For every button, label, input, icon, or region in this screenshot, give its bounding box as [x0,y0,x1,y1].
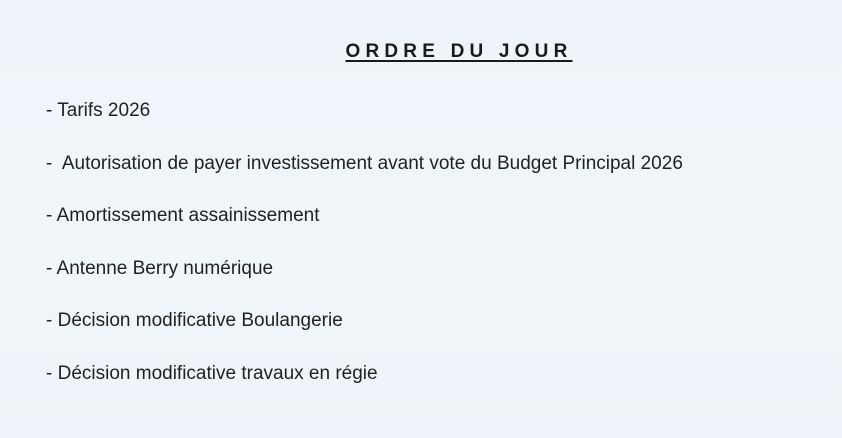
agenda-item-amortissement: - Amortissement assainissement [46,205,320,226]
agenda-item-antenne-berry: - Antenne Berry numérique [46,257,274,279]
agenda-item-tarifs: - Tarifs 2026 [46,100,151,121]
agenda-list [46,100,683,415]
agenda-item-autorisation-investissement: - Autorisation de payer investissement avant vote du Budget Principal 2026 [46,152,683,174]
page-title: ORDRE DU JOUR [345,41,573,62]
agenda-item-dm-boulangerie: - Décision modificative Boulangerie [46,310,343,331]
agenda-item-dm-travaux-regie: - Décision modificative travaux en régie [46,362,378,384]
page-title-container [0,28,842,65]
